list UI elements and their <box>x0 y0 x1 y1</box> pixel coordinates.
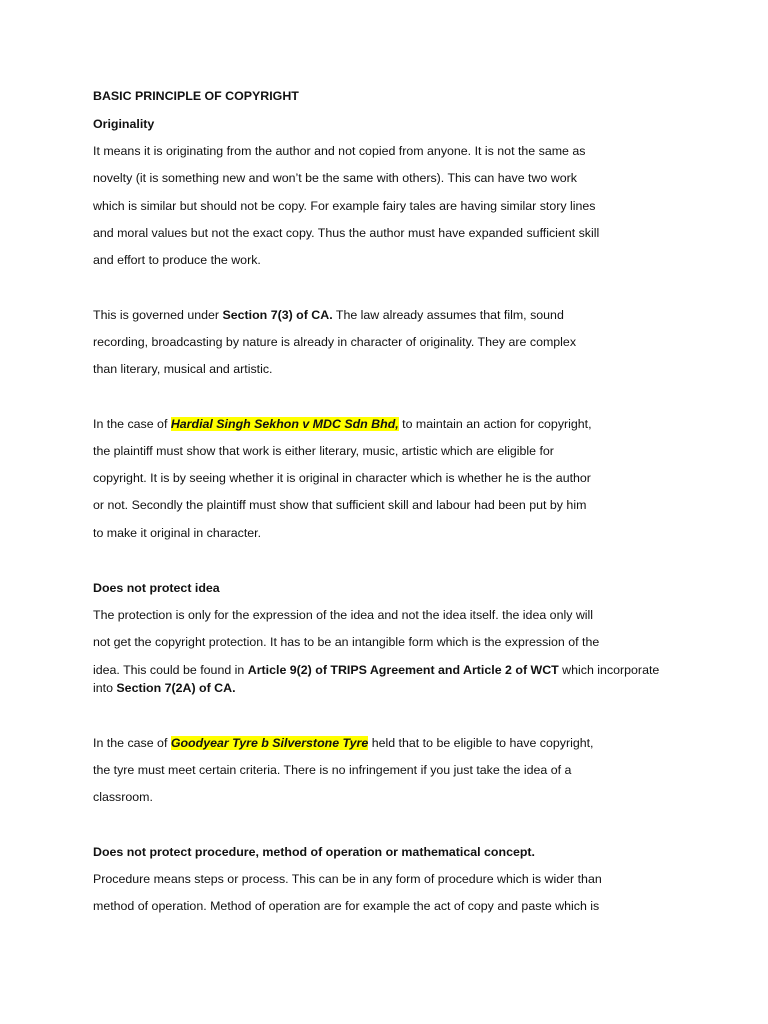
originality-para3-line: the plaintiff must show that work is either literary, music, artistic which are eligible for <box>93 444 554 458</box>
originality-para1-line: novelty (it is something new and won’t be the same with others). This can have two work <box>93 171 577 185</box>
idea-para2-line2: the tyre must meet certain criteria. There is no infringement if you just take the idea of a <box>93 763 572 777</box>
statute-reference: Section 7(3) of CA. <box>222 308 333 322</box>
originality-para3-line: copyright. It is by seeing whether it is original in character which is whether he is the author <box>93 471 591 485</box>
heading-procedure: Does not protect procedure, method of operation or mathematical concept. <box>93 845 535 859</box>
document-title: BASIC PRINCIPLE OF COPYRIGHT <box>93 89 299 103</box>
idea-para2-line3: classroom. <box>93 790 153 804</box>
text-run: The law already assumes that film, sound <box>332 308 564 322</box>
originality-para3-line: or not. Secondly the plaintiff must show that sufficient skill and labour had been put by him <box>93 498 587 512</box>
text-run: to maintain an action for copyright, <box>398 417 592 431</box>
idea-para2-line1 <box>93 735 594 751</box>
originality-para1-line: It means it is originating from the author and not copied from anyone. It is not the same as <box>93 144 586 158</box>
text-run: In the case of <box>93 736 171 750</box>
idea-para1-line4 <box>93 680 236 696</box>
originality-para2-line2: recording, broadcasting by nature is already in character of originality. They are complex <box>93 335 577 349</box>
originality-para1-line: and effort to produce the work. <box>93 253 261 267</box>
text-run: held that to be eligible to have copyright, <box>368 736 594 750</box>
text-run: which incorporate <box>558 663 660 677</box>
originality-para1-line: which is similar but should not be copy. For example fairy tales are having similar story lines <box>93 199 596 213</box>
originality-para3-line1 <box>93 416 592 432</box>
text-run: This is governed under <box>93 308 223 322</box>
originality-para1-line: and moral values but not the exact copy. Thus the author must have expanded sufficient skill <box>93 226 600 240</box>
idea-para1-line2: not get the copyright protection. It has to be an intangible form which is the expression of the <box>93 635 600 649</box>
heading-originality: Originality <box>93 117 155 131</box>
idea-para1-line1: The protection is only for the expression of the idea and not the idea itself. the idea only will <box>93 608 594 622</box>
text-run: In the case of <box>93 417 171 431</box>
originality-para2-line1 <box>93 307 564 323</box>
idea-para1-line3 <box>93 662 659 678</box>
originality-para3-line: to make it original in character. <box>93 526 262 540</box>
procedure-line: Procedure means steps or process. This can be in any form of procedure which is wider than <box>93 872 602 886</box>
highlighted-case-name: Hardial Singh Sekhon v MDC Sdn Bhd, <box>170 417 399 431</box>
procedure-line: method of operation. Method of operation are for example the act of copy and paste which is <box>93 899 600 913</box>
text-run: idea. This could be found in <box>93 663 248 677</box>
originality-para2-line3: than literary, musical and artistic. <box>93 362 273 376</box>
statute-reference: Section 7(2A) of CA. <box>116 681 236 695</box>
statute-reference: Article 9(2) of TRIPS Agreement and Article 2 of WCT <box>247 663 559 677</box>
highlighted-case-name: Goodyear Tyre b Silverstone Tyre <box>170 736 369 750</box>
heading-idea: Does not protect idea <box>93 581 220 595</box>
text-run: into <box>93 681 117 695</box>
